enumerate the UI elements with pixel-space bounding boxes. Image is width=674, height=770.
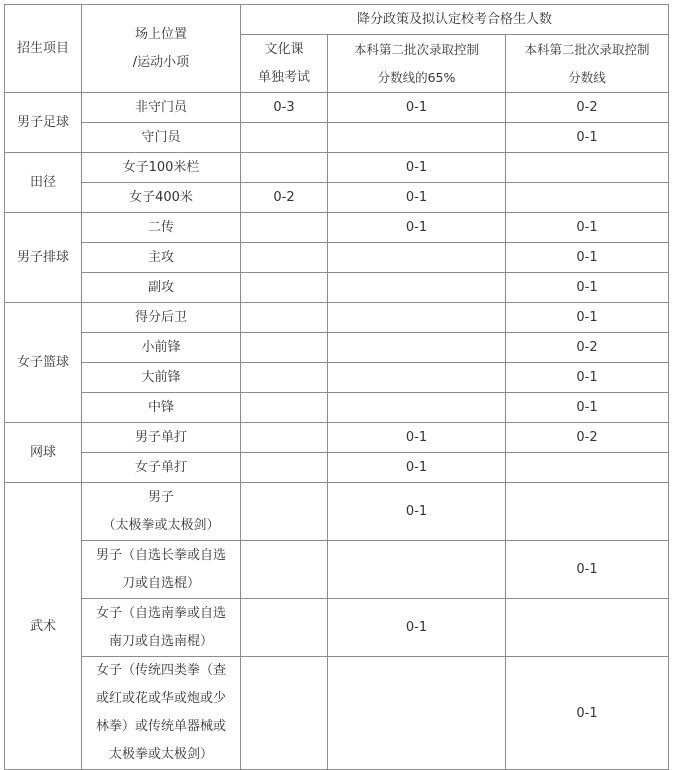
table-row bbox=[5, 213, 669, 243]
pct65-cell bbox=[328, 393, 506, 423]
position-line: 女子（传统四类拳（查 bbox=[95, 663, 226, 678]
position-line: （太极拳或太极剑） bbox=[102, 517, 220, 533]
cutoff-cell: 0-1 bbox=[506, 363, 669, 393]
pct65-cell bbox=[328, 541, 506, 599]
program-cell-volleyball: 男子排球 bbox=[5, 213, 82, 303]
header-position-line2: /运动小项 bbox=[132, 54, 190, 70]
table-row bbox=[5, 183, 669, 213]
table-row bbox=[5, 483, 669, 541]
header-cultural bbox=[241, 35, 328, 93]
position-line: 刀或自选棍） bbox=[121, 575, 200, 591]
table-row bbox=[5, 153, 669, 183]
cultural-cell bbox=[241, 453, 328, 483]
cutoff-cell: 0-2 bbox=[506, 93, 669, 123]
cultural-cell bbox=[241, 483, 328, 541]
position-cell bbox=[82, 657, 241, 770]
position-cell: 小前锋 bbox=[82, 333, 241, 363]
table-row bbox=[5, 423, 669, 453]
position-cell bbox=[82, 541, 241, 599]
pct65-cell: 0-1 bbox=[328, 213, 506, 243]
position-cell: 大前锋 bbox=[82, 363, 241, 393]
position-cell: 得分后卫 bbox=[82, 303, 241, 333]
cultural-cell bbox=[241, 363, 328, 393]
pct65-cell bbox=[328, 273, 506, 303]
pct65-cell bbox=[328, 303, 506, 333]
cultural-cell bbox=[241, 657, 328, 770]
header-65pct bbox=[328, 35, 506, 93]
table-row bbox=[5, 243, 669, 273]
cultural-cell: 0-3 bbox=[241, 93, 328, 123]
position-cell: 二传 bbox=[82, 213, 241, 243]
position-cell: 守门员 bbox=[82, 123, 241, 153]
quota-table-wrapper bbox=[4, 4, 669, 770]
cutoff-cell bbox=[506, 599, 669, 657]
cultural-cell bbox=[241, 273, 328, 303]
position-cell: 女子单打 bbox=[82, 453, 241, 483]
pct65-cell: 0-1 bbox=[328, 183, 506, 213]
pct65-cell bbox=[328, 123, 506, 153]
table-row bbox=[5, 453, 669, 483]
program-cell-wushu: 武术 bbox=[5, 483, 82, 770]
program-cell-football: 男子足球 bbox=[5, 93, 82, 153]
header-position bbox=[82, 5, 241, 93]
cutoff-cell bbox=[506, 483, 669, 541]
position-line: 林拳）或传统单器械或 bbox=[95, 719, 226, 734]
cutoff-cell: 0-1 bbox=[506, 657, 669, 770]
cutoff-cell: 0-1 bbox=[506, 243, 669, 273]
table-row bbox=[5, 123, 669, 153]
cultural-cell: 0-2 bbox=[241, 183, 328, 213]
cultural-cell bbox=[241, 243, 328, 273]
cultural-cell bbox=[241, 123, 328, 153]
cultural-cell bbox=[241, 423, 328, 453]
cultural-cell bbox=[241, 153, 328, 183]
position-line: 男子（自选长拳或自选 bbox=[95, 547, 226, 563]
position-cell: 女子400米 bbox=[82, 183, 241, 213]
cutoff-cell: 0-2 bbox=[506, 423, 669, 453]
pct65-cell: 0-1 bbox=[328, 599, 506, 657]
position-line: 男子 bbox=[147, 489, 174, 505]
admission-quota-table bbox=[4, 4, 669, 770]
header-65pct-line1: 本科第二批次录取控制 bbox=[353, 41, 479, 57]
header-policy-group: 降分政策及拟认定校考合格生人数 bbox=[241, 5, 669, 35]
position-cell: 中锋 bbox=[82, 393, 241, 423]
pct65-cell bbox=[328, 363, 506, 393]
table-row bbox=[5, 363, 669, 393]
cultural-cell bbox=[241, 541, 328, 599]
header-row-1 bbox=[5, 5, 669, 35]
program-cell-tennis: 网球 bbox=[5, 423, 82, 483]
header-cutoff-line2: 分数线 bbox=[568, 69, 606, 85]
position-line: 南刀或自选南棍） bbox=[108, 633, 213, 649]
cultural-cell bbox=[241, 303, 328, 333]
position-line: 或红或花或华或炮或少 bbox=[95, 691, 226, 706]
program-cell-track: 田径 bbox=[5, 153, 82, 213]
cutoff-cell bbox=[506, 453, 669, 483]
cutoff-cell: 0-2 bbox=[506, 333, 669, 363]
position-cell: 女子100米栏 bbox=[82, 153, 241, 183]
header-position-line1: 场上位置 bbox=[134, 26, 187, 42]
position-line: 太极拳或太极剑） bbox=[108, 747, 213, 762]
cutoff-cell bbox=[506, 153, 669, 183]
cultural-cell bbox=[241, 599, 328, 657]
table-row bbox=[5, 93, 669, 123]
position-cell: 副攻 bbox=[82, 273, 241, 303]
table-row bbox=[5, 273, 669, 303]
position-line: 女子（自选南拳或自选 bbox=[95, 605, 226, 621]
pct65-cell: 0-1 bbox=[328, 153, 506, 183]
header-65pct-line2: 分数线的65% bbox=[377, 69, 456, 85]
position-cell: 主攻 bbox=[82, 243, 241, 273]
table-row bbox=[5, 599, 669, 657]
cutoff-cell: 0-1 bbox=[506, 273, 669, 303]
pct65-cell bbox=[328, 243, 506, 273]
header-program: 招生项目 bbox=[5, 5, 82, 93]
position-cell bbox=[82, 483, 241, 541]
table-row bbox=[5, 333, 669, 363]
pct65-cell: 0-1 bbox=[328, 453, 506, 483]
table-row bbox=[5, 657, 669, 770]
header-cutoff-line1: 本科第二批次录取控制 bbox=[524, 41, 650, 57]
table-row bbox=[5, 541, 669, 599]
cultural-cell bbox=[241, 333, 328, 363]
header-cultural-line1: 文化课 bbox=[264, 41, 304, 57]
position-cell: 非守门员 bbox=[82, 93, 241, 123]
cutoff-cell: 0-1 bbox=[506, 213, 669, 243]
header-cutoff bbox=[506, 35, 669, 93]
pct65-cell: 0-1 bbox=[328, 483, 506, 541]
table-row bbox=[5, 303, 669, 333]
program-cell-basketball: 女子篮球 bbox=[5, 303, 82, 423]
cultural-cell bbox=[241, 213, 328, 243]
cutoff-cell: 0-1 bbox=[506, 303, 669, 333]
position-cell: 男子单打 bbox=[82, 423, 241, 453]
pct65-cell: 0-1 bbox=[328, 423, 506, 453]
cutoff-cell bbox=[506, 183, 669, 213]
pct65-cell bbox=[328, 333, 506, 363]
position-cell bbox=[82, 599, 241, 657]
pct65-cell bbox=[328, 657, 506, 770]
pct65-cell: 0-1 bbox=[328, 93, 506, 123]
table-row bbox=[5, 393, 669, 423]
cutoff-cell: 0-1 bbox=[506, 393, 669, 423]
cutoff-cell: 0-1 bbox=[506, 123, 669, 153]
header-cultural-line2: 单独考试 bbox=[257, 69, 310, 85]
cultural-cell bbox=[241, 393, 328, 423]
cutoff-cell: 0-1 bbox=[506, 541, 669, 599]
